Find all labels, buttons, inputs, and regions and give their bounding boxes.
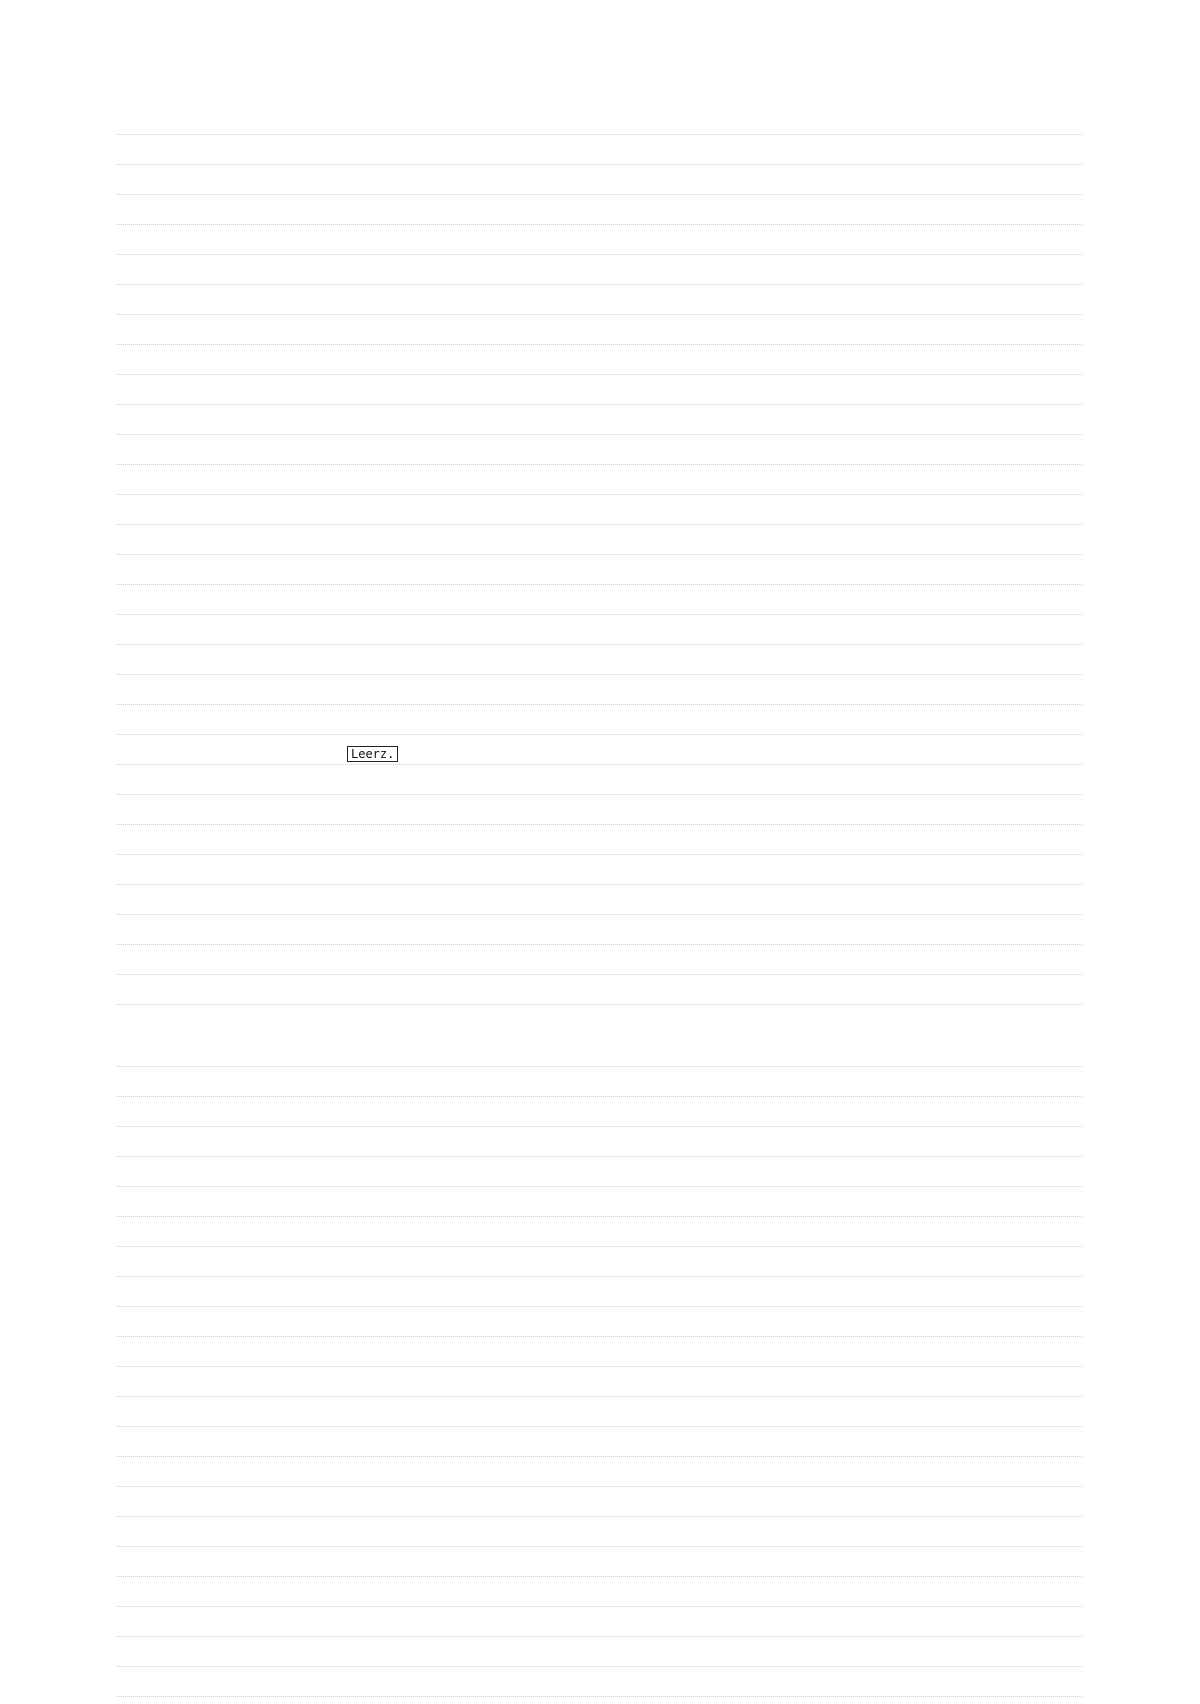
text-line bbox=[117, 1464, 1082, 1487]
text-line bbox=[117, 442, 1082, 465]
text-line bbox=[117, 1344, 1082, 1367]
text-line bbox=[117, 1584, 1082, 1607]
text-line bbox=[117, 472, 1082, 495]
text-line bbox=[117, 1314, 1082, 1337]
text-line bbox=[117, 202, 1082, 225]
text-line bbox=[117, 622, 1082, 645]
text-line bbox=[117, 232, 1082, 255]
text-line bbox=[117, 1614, 1082, 1637]
text-line bbox=[117, 1404, 1082, 1427]
text-line bbox=[117, 592, 1082, 615]
text-line bbox=[117, 1194, 1082, 1217]
text-line bbox=[117, 172, 1082, 195]
text-line bbox=[117, 502, 1082, 525]
text-line bbox=[117, 562, 1082, 585]
text-block-bottom bbox=[117, 1044, 1082, 1704]
text-line bbox=[117, 1224, 1082, 1247]
text-line bbox=[117, 1254, 1082, 1277]
text-line bbox=[117, 682, 1082, 705]
text-line bbox=[117, 352, 1082, 375]
text-line bbox=[117, 112, 1082, 135]
text-line bbox=[117, 922, 1082, 945]
text-line bbox=[117, 292, 1082, 315]
text-line bbox=[117, 1164, 1082, 1187]
text-line bbox=[117, 1674, 1082, 1697]
text-line bbox=[117, 832, 1082, 855]
text-line bbox=[117, 952, 1082, 975]
text-line bbox=[117, 652, 1082, 675]
text-line bbox=[117, 322, 1082, 345]
text-line bbox=[117, 142, 1082, 165]
text-line bbox=[117, 1044, 1082, 1067]
text-line bbox=[117, 1134, 1082, 1157]
text-line bbox=[117, 862, 1082, 885]
text-line bbox=[117, 712, 1082, 735]
boxed-label: Leerz. bbox=[347, 746, 398, 762]
text-line bbox=[117, 412, 1082, 435]
text-line bbox=[117, 802, 1082, 825]
text-line bbox=[117, 1554, 1082, 1577]
text-line bbox=[117, 982, 1082, 1005]
text-line bbox=[117, 532, 1082, 555]
text-line bbox=[117, 1494, 1082, 1517]
text-line bbox=[117, 1074, 1082, 1097]
text-block-top bbox=[117, 112, 1082, 1012]
text-line bbox=[117, 772, 1082, 795]
text-line bbox=[117, 262, 1082, 285]
text-line bbox=[117, 1434, 1082, 1457]
text-line bbox=[117, 382, 1082, 405]
text-line bbox=[117, 1104, 1082, 1127]
text-line bbox=[117, 1374, 1082, 1397]
text-line bbox=[117, 892, 1082, 915]
text-line-with-label bbox=[117, 742, 1082, 765]
text-line bbox=[117, 1644, 1082, 1667]
text-line bbox=[117, 1524, 1082, 1547]
text-line bbox=[117, 1284, 1082, 1307]
